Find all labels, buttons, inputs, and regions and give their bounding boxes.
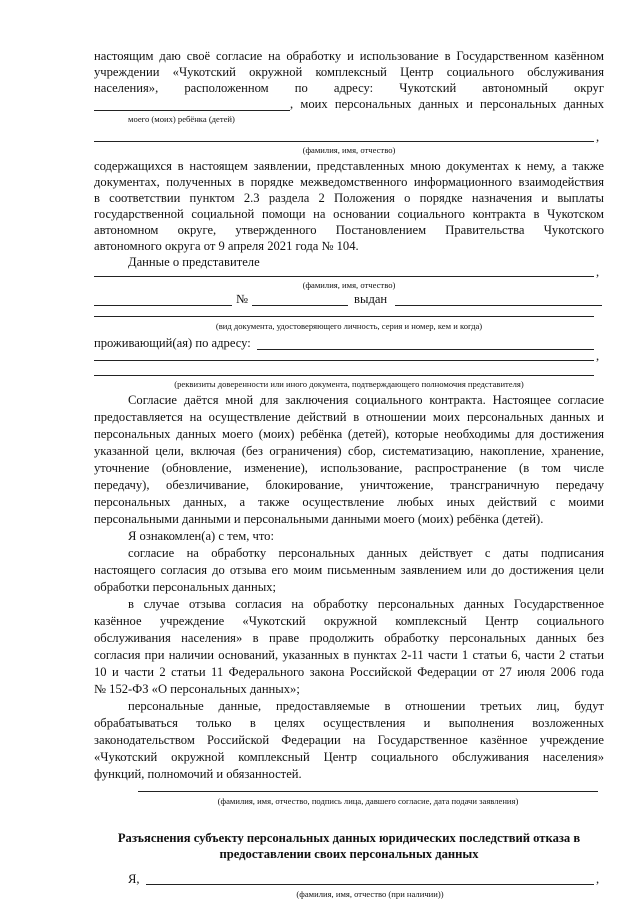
item3-line3: законодательством Российской Федерации на Государственное казённое учреждение	[94, 733, 604, 747]
power-of-attorney-blank[interactable]	[94, 375, 594, 376]
residence-comma: ,	[596, 349, 600, 363]
i-label: Я,	[128, 872, 140, 886]
address-blank[interactable]	[94, 99, 290, 111]
paragraph3-line2: предоставляется на осуществление действий в отношении моих персональных данных и	[94, 410, 604, 424]
power-of-attorney-caption: (реквизиты доверенности или иного документа, подтверждающего полномочия представителя)	[174, 379, 524, 389]
item1-line2: настоящего согласия до отзыва его моим письменным заявлением или до достижения цели	[94, 563, 604, 577]
document-type-blank[interactable]	[94, 294, 232, 306]
representative-heading: Данные о представителе	[128, 255, 260, 269]
residence-address-blank[interactable]	[257, 338, 594, 350]
representative-name-comma: ,	[596, 265, 600, 279]
residence-address-blank-2[interactable]	[94, 360, 594, 361]
subject-name-blank[interactable]	[146, 884, 594, 885]
paragraph3-line6: передачу), обезличивание, блокирование, уничтожение, трансграничную передачу	[94, 478, 604, 492]
paragraph1-line4	[94, 97, 604, 111]
child-name-blank[interactable]	[94, 141, 594, 142]
signature-caption: (фамилия, имя, отчество, подпись лица, давшего согласие, дата подачи заявления)	[217, 796, 519, 806]
document-details-blank[interactable]	[94, 316, 594, 317]
paragraph2-line6: автономного округа от 9 апреля 2021 года № 104.	[94, 239, 359, 253]
subject-name-comma: ,	[596, 872, 600, 886]
paragraph3-line8: персональными данными и персональными данными моего (моих) ребёнка (детей).	[94, 512, 544, 526]
paragraph2-line5: автономном округе, утвержденного Постановлением Правительства Чукотского	[94, 223, 604, 237]
paragraph1-line3: населения», расположенном по адресу: Чукотский автономный округ	[94, 81, 604, 95]
paragraph3-line1: Согласие даётся мной для заключения социального контракта. Настоящее согласие	[128, 393, 604, 407]
paragraph3-line3: персональных данных моего (моих) ребёнка (детей), которые необходимы для достижения	[94, 427, 604, 441]
item3-line2: обрабатываться только в целях осуществления и выполнения возложенных	[94, 716, 604, 730]
item3-line1: персональные данные, предоставляемые в отношении третьих лиц, будут	[128, 699, 604, 713]
paragraph3-line5: уточнение (обновление, изменение), использование, распространение (в том числе	[94, 461, 604, 475]
item2-line5: 10 и части 2 статьи 11 Федерального закона Российской Федерации от 27 июля 2006 года	[94, 665, 604, 679]
document-caption: (вид документа, удостоверяющего личность, серия и номер, кем и когда)	[215, 321, 483, 331]
item1-line1: согласие на обработку персональных данных действует с даты подписания	[128, 546, 604, 560]
paragraph2-line4: государственной социальной помощи на основании социального контракта в Чукотском	[94, 207, 604, 221]
paragraph1-line1: настоящим даю своё согласие на обработку и использование в Государственном казённом	[94, 49, 604, 63]
signature-blank[interactable]	[138, 791, 598, 792]
paragraph2-line3: в соответствии пунктом 2.3 раздела 2 Положения о порядке назначения и выплаты	[94, 191, 604, 205]
paragraph2-line2: документах, полученных в порядке межведомственного информационного взаимодействия	[94, 175, 604, 189]
representative-name-blank[interactable]	[94, 276, 594, 277]
document-number-blank[interactable]	[252, 294, 348, 306]
paragraph1-line4-tail: , моих персональных данных и персональных данных	[290, 97, 604, 111]
paragraph2-line1: содержащихся в настоящем заявлении, представленных мною документах к нему, а также	[94, 159, 604, 173]
child-name-comma: ,	[596, 130, 600, 144]
item3-line4: «Чукотский окружной комплексный Центр социального обслуживания населения»	[94, 750, 604, 764]
item3-line5: функций, полномочий и обязанностей.	[94, 767, 302, 781]
child-caption: моего (моих) ребёнка (детей)	[128, 114, 235, 124]
residence-line	[94, 336, 604, 350]
document-line	[94, 292, 604, 306]
explanation-title-line2: предоставлении своих персональных данных	[219, 847, 479, 861]
representative-name-caption: (фамилия, имя, отчество)	[302, 280, 396, 290]
issued-by-blank[interactable]	[395, 294, 602, 306]
acknowledgement: Я ознакомлен(а) с тем, что:	[128, 529, 274, 543]
item2-line1: в случае отзыва согласия на обработку персональных данных Государственное	[128, 597, 604, 611]
issued-label: выдан	[354, 292, 388, 306]
paragraph1-line2: учреждении «Чукотский окружной комплексный Центр социального обслуживания	[94, 65, 604, 79]
item2-line2: казённое учреждение «Чукотский окружной комплексный Центр социального	[94, 614, 604, 628]
item2-line3: обслуживания населения» в праве продолжить обработку персональных данных без	[94, 631, 604, 645]
subject-name-caption: (фамилия, имя, отчество (при наличии))	[296, 889, 444, 899]
item2-line4: согласия при наличии оснований, указанных в пунктах 2-11 части 1 статьи 6, части 2 статьи	[94, 648, 604, 662]
explanation-title-line1: Разъяснения субъекту персональных данных юридических последствий отказа в	[117, 831, 581, 845]
item2-line6: № 152-ФЗ «О персональных данных»;	[94, 682, 300, 696]
child-name-caption: (фамилия, имя, отчество)	[302, 145, 396, 155]
number-sign: №	[236, 292, 249, 306]
residence-label: проживающий(ая) по адресу:	[94, 336, 251, 350]
paragraph3-line7: персональных данных, а также осуществление любых иных действий с моими	[94, 495, 604, 509]
paragraph3-line4: указанной цели, включая (без ограничения) сбор, систематизацию, накопление, хранение,	[94, 444, 604, 458]
item1-line3: обработки персональных данных;	[94, 580, 277, 594]
